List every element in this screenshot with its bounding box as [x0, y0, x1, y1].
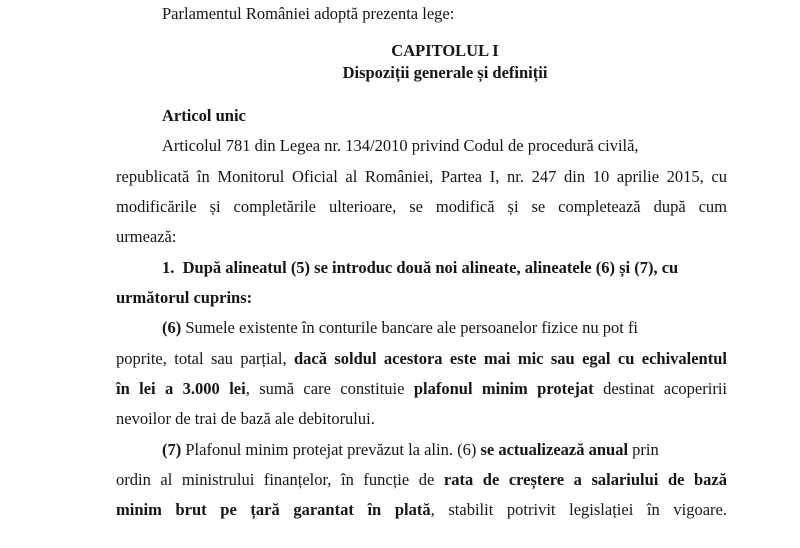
text-segment: prin	[628, 439, 659, 459]
text-segment: poprite, total sau parțial,	[116, 348, 294, 368]
text-line	[116, 404, 727, 434]
text-line	[116, 222, 727, 252]
text-segment: Sumele existente în conturile bancare ale persoanelor fizice nu pot fi	[181, 318, 639, 338]
text-segment: plafonul minim protejat	[413, 378, 594, 398]
text-segment: rata de creștere a salariului de bază	[443, 469, 727, 489]
text-line	[116, 465, 727, 495]
text-segment: destinat acoperirii	[593, 378, 727, 398]
text-segment: în lei a 3.000 lei	[116, 378, 246, 398]
text-line	[116, 344, 727, 374]
text-segment: ordin al ministrului finanțelor, în funcție de	[116, 469, 444, 489]
body-lines	[116, 101, 727, 526]
text-line	[116, 495, 727, 525]
text-segment: , sumă care constituie	[245, 378, 414, 398]
text-segment: (7)	[162, 439, 182, 459]
text-segment: dacă soldul acestora este mai mic sau egal cu echivalentul	[293, 348, 727, 368]
chapter-title: CAPITOLUL I	[391, 41, 499, 60]
text-line	[116, 101, 727, 131]
text-line	[116, 283, 727, 313]
text-segment: 1. După alineatul (5) se introduc două noi alineate, alineatele (6) și (7), cu	[162, 257, 679, 277]
text-segment: (6)	[162, 318, 182, 338]
text-segment: , stabilit potrivit legislației în vigoare.	[430, 500, 727, 520]
chapter-subtitle: Dispoziții generale și definiții	[342, 62, 548, 82]
text-segment: minim brut pe țară garantat în plată	[116, 500, 431, 520]
text-line	[116, 162, 727, 192]
text-segment: modificările și completările ulterioare, se modifică și se completează după cum	[116, 196, 727, 216]
text-segment: urmează:	[116, 227, 177, 247]
text-segment: Articol unic	[162, 106, 246, 125]
text-line	[116, 253, 727, 283]
text-line	[116, 192, 727, 222]
text-line	[116, 374, 727, 404]
text-line	[116, 131, 727, 161]
text-segment: următorul cuprins:	[116, 287, 253, 307]
text-segment: Articolul 781 din Legea nr. 134/2010 privind Codul de procedură civilă,	[162, 136, 639, 156]
text-segment: republicată în Monitorul Oficial al României, Partea I, nr. 247 din 10 aprilie 2015, cu	[116, 166, 727, 186]
text-line	[116, 435, 727, 465]
intro-line: Parlamentul României adoptă prezenta lege:	[162, 4, 455, 23]
chapter-heading	[116, 40, 727, 83]
text-line	[116, 313, 727, 343]
text-segment: nevoilor de trai de bază ale debitorului.	[116, 409, 375, 429]
text-segment: Plafonul minim protejat prevăzut la alin. (6)	[181, 439, 481, 459]
text-segment: se actualizează anual	[480, 439, 629, 459]
